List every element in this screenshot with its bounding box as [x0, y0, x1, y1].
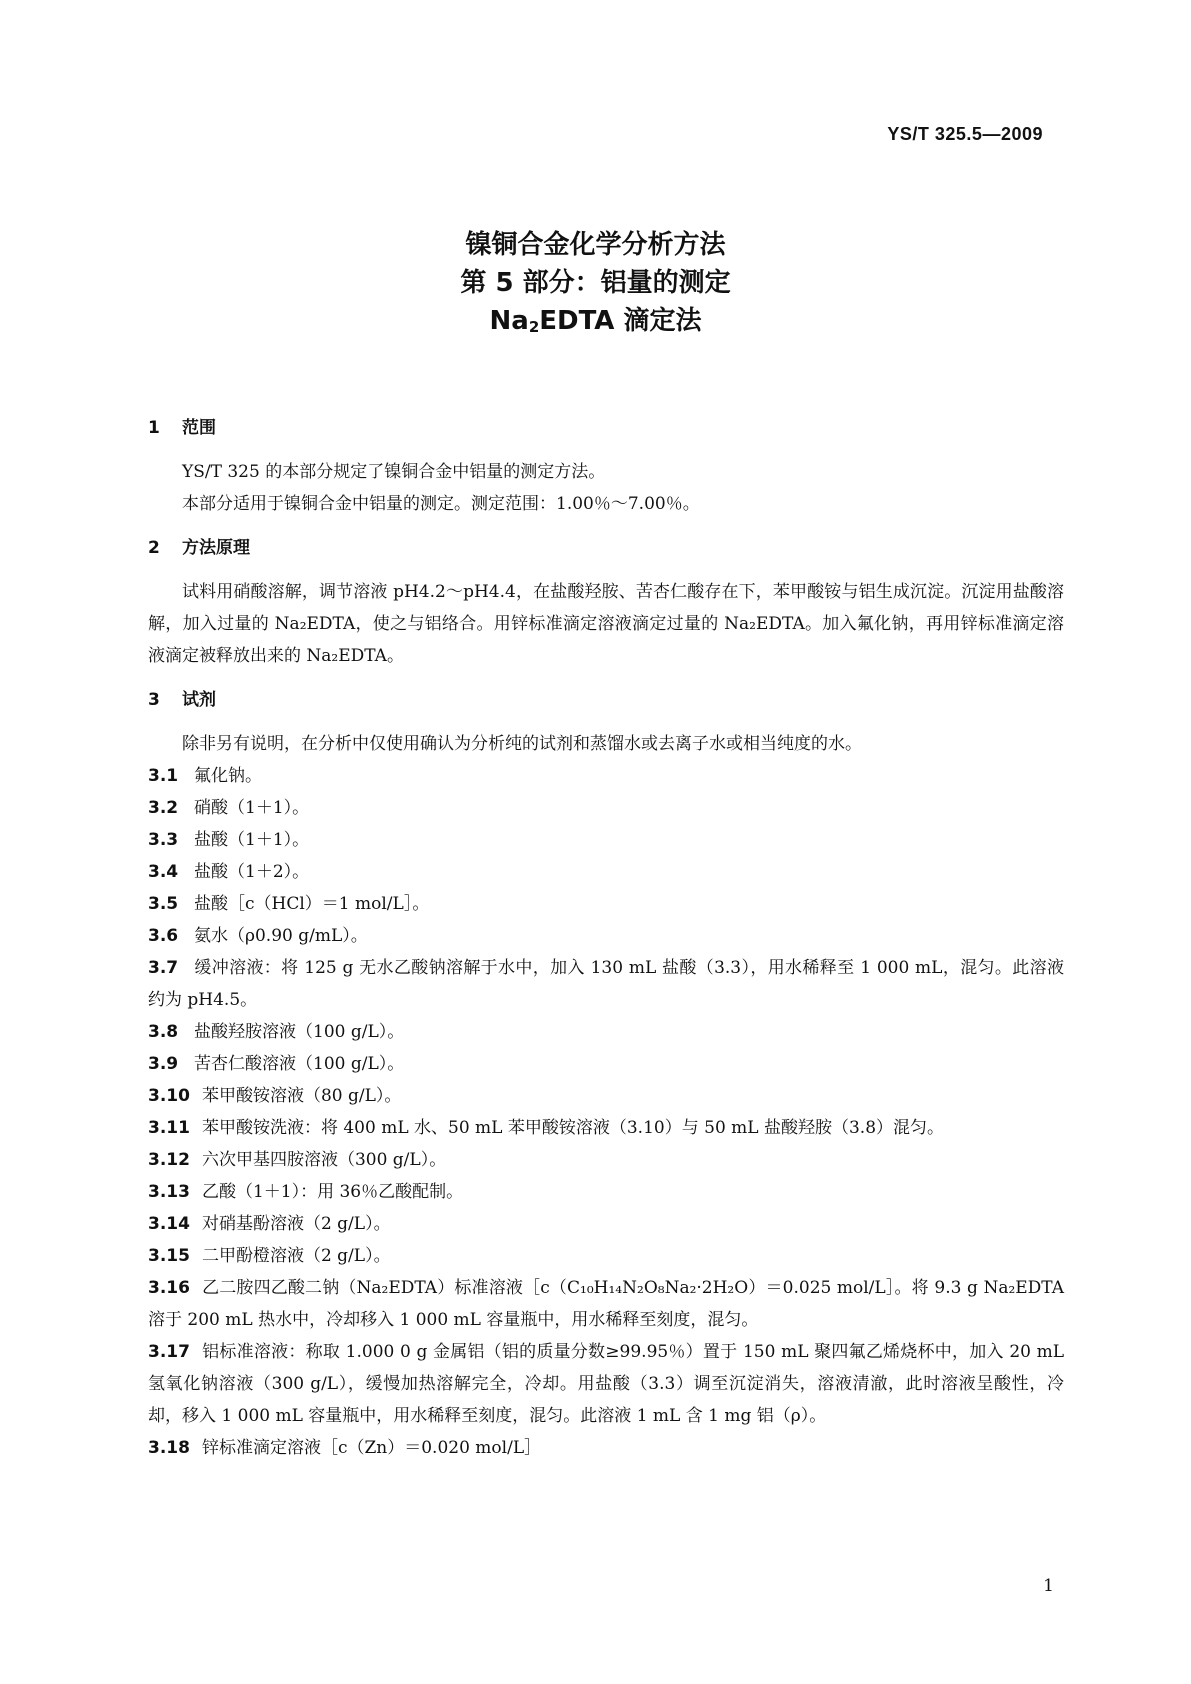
item-text: 硝酸（1＋1）。	[194, 798, 310, 818]
reagent-item	[148, 952, 1064, 1016]
item-text: 苦杏仁酸溶液（100 g/L）。	[194, 1054, 405, 1074]
section-number: 1	[148, 418, 160, 438]
item-number: 3.8	[148, 1022, 179, 1042]
item-text: 缓冲溶液：将 125 g 无水乙酸钠溶解于水中，加入 130 mL 盐酸（3.3），用水稀释至 1 000 mL，混匀。此溶液约为 pH4.5。	[148, 958, 1064, 1010]
section-number: 3	[148, 690, 160, 710]
section-heading-principle	[148, 532, 1064, 564]
reagent-item	[148, 792, 1064, 824]
reagent-item	[148, 1272, 1064, 1336]
item-number: 3.5	[148, 894, 179, 914]
reagent-item	[148, 1432, 1064, 1464]
section-heading-scope	[148, 412, 1064, 444]
title-line-3-sub: 2	[528, 318, 540, 336]
item-text: 对硝基酚溶液（2 g/L）。	[201, 1214, 391, 1234]
item-number: 3.9	[148, 1054, 179, 1074]
item-text: 盐酸（1＋1）。	[194, 830, 310, 850]
item-number: 3.14	[148, 1214, 190, 1234]
item-text: 乙酸（1＋1）：用 36％乙酸配制。	[201, 1182, 464, 1202]
reagent-item	[148, 1144, 1064, 1176]
item-number: 3.16	[148, 1278, 190, 1298]
reagent-item	[148, 1016, 1064, 1048]
item-text: 盐酸羟胺溶液（100 g/L）。	[194, 1022, 405, 1042]
item-text: 苯甲酸铵溶液（80 g/L）。	[201, 1086, 402, 1106]
document-title	[0, 226, 1191, 346]
reagent-item	[148, 1336, 1064, 1432]
item-number: 3.6	[148, 926, 179, 946]
item-number: 3.11	[148, 1118, 190, 1138]
document-body	[148, 412, 1064, 1464]
item-number: 3.13	[148, 1182, 190, 1202]
title-line-3	[0, 302, 1191, 346]
reagent-item	[148, 1080, 1064, 1112]
standard-number: YS/T 325.5—2009	[887, 124, 1043, 144]
item-number: 3.12	[148, 1150, 190, 1170]
item-text: 二甲酚橙溶液（2 g/L）。	[201, 1246, 391, 1266]
reagent-item	[148, 1176, 1064, 1208]
reagent-item	[148, 1112, 1064, 1144]
page-number: 1	[1043, 1576, 1054, 1596]
item-number: 3.4	[148, 862, 179, 882]
item-number: 3.15	[148, 1246, 190, 1266]
reagent-item	[148, 824, 1064, 856]
title-line-3-pre: Na	[489, 306, 529, 336]
item-text: 氟化钠。	[194, 766, 262, 786]
section-title: 试剂	[182, 690, 216, 710]
item-text: 六次甲基四胺溶液（300 g/L）。	[201, 1150, 447, 1170]
item-number: 3.3	[148, 830, 179, 850]
reagent-item	[148, 1208, 1064, 1240]
item-text: 铝标准溶液：称取 1.000 0 g 金属铝（铝的质量分数≥99.95％）置于 150 mL 聚四氟乙烯烧杯中，加入 20 mL 氢氧化钠溶液（300 g/L），缓慢加热溶解完全，冷却。用盐酸（3.3）调至沉淀消失，溶液清澈，此时溶液呈酸性，冷却，移入 1 000 mL 容量瓶中，用水稀释至刻度，混匀。此溶液 1 mL 含 1 mg 铝（ρ）。	[148, 1342, 1064, 1426]
item-text: 苯甲酸铵洗液：将 400 mL 水、50 mL 苯甲酸铵溶液（3.10）与 50 mL 盐酸羟胺（3.8）混匀。	[201, 1118, 945, 1138]
item-number: 3.2	[148, 798, 179, 818]
reagent-item	[148, 1240, 1064, 1272]
paragraph: 除非另有说明，在分析中仅使用确认为分析纯的试剂和蒸馏水或去离子水或相当纯度的水。	[182, 734, 862, 754]
title-line-1: 镍铜合金化学分析方法	[465, 230, 726, 260]
reagent-item	[148, 856, 1064, 888]
reagent-item	[148, 920, 1064, 952]
item-text: 乙二胺四乙酸二钠（Na₂EDTA）标准溶液［c（C₁₀H₁₄N₂O₈Na₂·2H₂O）＝0.025 mol/L］。将 9.3 g Na₂EDTA 溶于 200 mL 热水中，冷却移入 1 000 mL 容量瓶中，用水稀释至刻度，混匀。	[148, 1278, 1064, 1330]
item-text: 锌标准滴定溶液［c（Zn）＝0.020 mol/L］	[201, 1438, 542, 1458]
reagent-item	[148, 888, 1064, 920]
paragraph: 本部分适用于镍铜合金中铝量的测定。测定范围：1.00％～7.00％。	[182, 494, 700, 514]
section-title: 方法原理	[182, 538, 250, 558]
section-title: 范围	[182, 418, 216, 438]
section-heading-reagents	[148, 684, 1064, 716]
item-number: 3.1	[148, 766, 179, 786]
paragraph: YS/T 325 的本部分规定了镍铜合金中铝量的测定方法。	[182, 462, 606, 482]
section-number: 2	[148, 538, 160, 558]
item-number: 3.7	[148, 958, 179, 978]
reagent-item	[148, 1048, 1064, 1080]
item-text: 盐酸（1＋2）。	[194, 862, 310, 882]
item-number: 3.17	[148, 1342, 190, 1362]
item-text: 氨水（ρ0.90 g/mL）。	[194, 926, 368, 946]
title-line-3-post: EDTA 滴定法	[539, 306, 702, 336]
title-line-2: 第 5 部分：铝量的测定	[460, 268, 731, 298]
item-number: 3.10	[148, 1086, 190, 1106]
reagent-item	[148, 760, 1064, 792]
item-text: 盐酸［c（HCl）＝1 mol/L］。	[194, 894, 430, 914]
item-number: 3.18	[148, 1438, 190, 1458]
paragraph: 试料用硝酸溶解，调节溶液 pH4.2～pH4.4，在盐酸羟胺、苦杏仁酸存在下，苯甲酸铵与铝生成沉淀。沉淀用盐酸溶解，加入过量的 Na₂EDTA，使之与铝络合。用锌标准滴定溶液滴定过量的 Na₂EDTA。加入氟化钠，再用锌标准滴定溶液滴定被释放出来的 Na₂EDTA。	[148, 582, 1064, 666]
